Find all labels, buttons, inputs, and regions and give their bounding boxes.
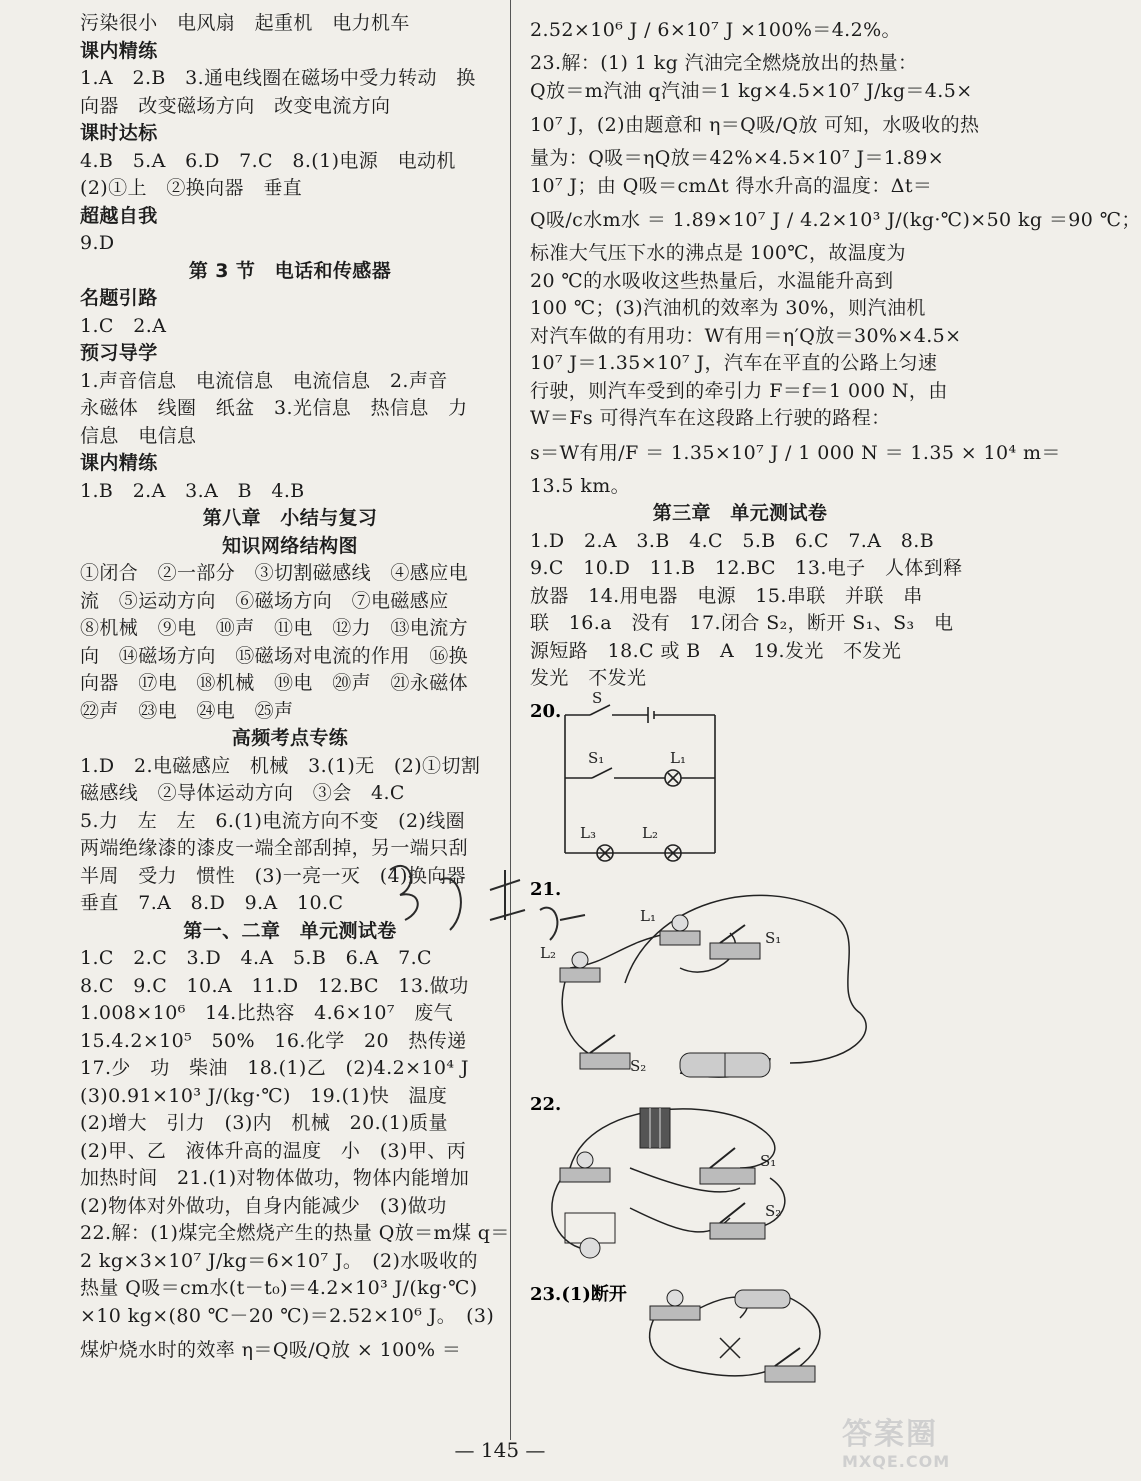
label-s1: S₁ bbox=[588, 748, 605, 767]
answer-line: 量为：Q吸＝ηQ放＝42%×4.5×10⁷ J＝1.89× bbox=[530, 147, 945, 169]
answer-line: 9.C 10.D 11.B 12.BC 13.电子 人体到释 bbox=[530, 557, 963, 579]
chapter-title: 第八章 小结与复习 bbox=[202, 507, 378, 529]
answer-line: 1.C 2.A bbox=[80, 314, 167, 337]
switch-s2 bbox=[710, 1203, 765, 1239]
switch-s2 bbox=[580, 1035, 630, 1069]
answer-line: (2)增大 引力 (3)内 机械 20.(1)质量 bbox=[80, 1112, 448, 1134]
answer-line: (2)①上 ②换向器 垂直 bbox=[80, 177, 303, 199]
chapter-title: 知识网络结构图 bbox=[222, 534, 358, 557]
answer-line: 8.C 9.C 10.A 11.D 12.BC 13.做功 bbox=[80, 974, 469, 997]
answer-line: 热量 Q吸＝cm水(t－t₀)＝4.2×10³ J/(kg·℃) bbox=[80, 1277, 478, 1299]
label-s2: S₂ bbox=[630, 1056, 647, 1075]
answer-line: 磁感线 ②导体运动方向 ③会 4.C bbox=[80, 782, 405, 804]
answer-line: s＝W有用/F ＝ 1.35×10⁷ J / 1 000 N ＝ 1.35 × 10⁴ m＝ bbox=[530, 441, 1061, 464]
answer-line: ⑧机械 ⑨电 ⑩声 ⑪电 ⑫力 ⑬电流方 bbox=[80, 617, 469, 639]
chapter-title: 第 3 节 电话和传感器 bbox=[188, 259, 392, 282]
right-column-text bbox=[530, 10, 1141, 693]
lamp-l1 bbox=[660, 915, 700, 945]
answer-line: ㉒声 ㉓电 ㉔电 ㉕声 bbox=[80, 699, 294, 722]
answer-line: 1.声音信息 电流信息 电流信息 2.声音 bbox=[80, 369, 448, 392]
answer-line: 源短路 18.C 或 B A 19.发光 不发光 bbox=[530, 639, 902, 662]
chapter-title: 第三章 单元测试卷 bbox=[652, 502, 828, 524]
label-l2: L₂ bbox=[540, 943, 556, 962]
figure-22-number: 22. bbox=[530, 1093, 562, 1115]
answer-line: 1.D 2.电磁感应 机械 3.(1)无 (2)①切割 bbox=[80, 754, 481, 777]
label-s: S bbox=[592, 688, 603, 707]
answer-line: 煤炉烧水时的效率 η＝Q吸/Q放 × 100% ＝ bbox=[80, 1339, 462, 1361]
answer-line: 联 16.a 没有 17.闭合 S₂，断开 S₁、S₃ 电 bbox=[530, 612, 954, 634]
answer-line: 15.4.2×10⁵ 50% 16.化学 20 热传递 bbox=[80, 1029, 467, 1052]
answer-line: 发光 不发光 bbox=[530, 667, 647, 689]
answer-line: 放器 14.用电器 电源 15.串联 并联 串 bbox=[530, 584, 923, 607]
watermark-text: 答案圈 bbox=[842, 1417, 938, 1452]
label-s1: S₁ bbox=[760, 1151, 777, 1170]
answer-line: 22.解：(1)煤完全燃烧产生的热量 Q放＝m煤 q＝ bbox=[80, 1222, 510, 1244]
chapter-title: 高频考点专练 bbox=[231, 727, 349, 749]
section-heading: 课内精练 bbox=[80, 39, 158, 62]
answer-line: 加热时间 21.(1)对物体做功，物体内能增加 bbox=[80, 1167, 470, 1189]
answer-line: 1.008×10⁶ 14.比热容 4.6×10⁷ 废气 bbox=[80, 1002, 454, 1024]
answer-line: 20 ℃的水吸收这些热量后，水温能升高到 bbox=[530, 269, 894, 292]
answer-line: Q放＝m汽油 q汽油＝1 kg×4.5×10⁷ J/kg＝4.5× bbox=[530, 79, 973, 102]
figure-20-circuit bbox=[530, 688, 950, 873]
answer-line: (2)甲、乙 液体升高的温度 小 (3)甲、丙 bbox=[80, 1139, 467, 1162]
answer-line: 1.A 2.B 3.通电线圈在磁场中受力转动 换 bbox=[80, 67, 476, 89]
watermark-logo bbox=[842, 1418, 992, 1478]
left-column bbox=[80, 10, 510, 1370]
figure-22-wiring bbox=[530, 1088, 950, 1278]
answer-line: 污染很小 电风扇 起重机 电力机车 bbox=[80, 12, 410, 34]
answer-line: ①闭合 ②一部分 ③切割磁感线 ④感应电 bbox=[80, 562, 469, 584]
figure-23-number: 23.(1)断开 bbox=[530, 1283, 627, 1305]
answer-line: 1.D 2.A 3.B 4.C 5.B 6.C 7.A 8.B bbox=[530, 529, 935, 552]
answer-line: 13.5 km。 bbox=[530, 474, 631, 497]
answer-line: 永磁体 线圈 纸盆 3.光信息 热信息 力 bbox=[80, 397, 468, 419]
section-heading: 课时达标 bbox=[80, 122, 158, 144]
switch-s1 bbox=[700, 1148, 755, 1184]
watermark-url: MXQE.COM bbox=[842, 1452, 951, 1471]
lamp bbox=[560, 1152, 610, 1182]
figure-23-wiring bbox=[530, 1278, 950, 1388]
label-l1: L₁ bbox=[640, 906, 656, 925]
answer-line: W＝Fs 可得汽车在这段路上行驶的路程： bbox=[530, 407, 891, 429]
answer-line: 信息 电信息 bbox=[80, 424, 197, 447]
figure-20-number: 20. bbox=[530, 700, 562, 722]
answer-line: 10⁷ J＝1.35×10⁷ J，汽车在平直的公路上匀速 bbox=[530, 352, 938, 374]
battery bbox=[680, 1053, 770, 1077]
answer-line: 行驶，则汽车受到的牵引力 F＝f＝1 000 N，由 bbox=[530, 379, 948, 402]
handwritten-scribble bbox=[380, 850, 600, 964]
section-heading: 名题引路 bbox=[80, 287, 158, 309]
answer-line: 5.力 左 左 6.(1)电流方向不变 (2)线圈 bbox=[80, 809, 466, 832]
answer-line: 1.C 2.C 3.D 4.A 5.B 6.A 7.C bbox=[80, 947, 432, 969]
answer-line: 两端绝缘漆的漆皮一端全部刮掉，另一端只刮 bbox=[80, 837, 469, 859]
answer-line: 10⁷ J；由 Q吸＝cmΔt 得水升高的温度：Δt＝ bbox=[530, 174, 933, 197]
lamp bbox=[650, 1290, 700, 1320]
answer-line: 2.52×10⁶ J / 6×10⁷ J ×100%＝4.2%。 bbox=[530, 19, 901, 41]
switch bbox=[765, 1348, 815, 1382]
label-s1: S₁ bbox=[765, 928, 782, 947]
answer-line: 流 ⑤运动方向 ⑥磁场方向 ⑦电磁感应 bbox=[80, 589, 449, 612]
answer-line: 100 ℃；(3)汽油机的效率为 30%，则汽油机 bbox=[530, 297, 926, 319]
answer-line: Q吸/c水m水 ＝ 1.89×10⁷ J / 4.2×10³ J/(kg·℃)×50 kg ＝90 ℃； bbox=[530, 209, 1141, 231]
answer-line: 23.解：(1) 1 kg 汽油完全燃烧放出的热量： bbox=[530, 52, 918, 74]
label-l2: L₂ bbox=[642, 823, 658, 842]
answer-line: 10⁷ J，(2)由题意和 η＝Q吸/Q放 可知，水吸收的热 bbox=[530, 114, 980, 136]
section-heading: 课内精练 bbox=[80, 452, 158, 474]
answer-line: 2 kg×3×10⁷ J/kg＝6×10⁷ J。 (2)水吸收的 bbox=[80, 1249, 478, 1272]
answer-line: (2)物体对外做功，自身内能减少 (3)做功 bbox=[80, 1194, 447, 1217]
battery-pack bbox=[640, 1108, 670, 1148]
answer-line: 标准大气压下水的沸点是 100℃，故温度为 bbox=[530, 242, 906, 264]
answer-line: 向器 ⑰电 ⑱机械 ⑲电 ⑳声 ㉑永磁体 bbox=[80, 672, 469, 694]
answer-line: 半周 受力 惯性 (3)一亮一灭 (4)换向器 bbox=[80, 864, 467, 887]
section-heading: 预习导学 bbox=[80, 342, 158, 364]
right-column bbox=[530, 10, 1141, 1388]
answer-line: 1.B 2.A 3.A B 4.B bbox=[80, 479, 305, 502]
answer-line: 9.D bbox=[80, 232, 115, 254]
figure-21-number: 21. bbox=[530, 878, 562, 900]
answer-line: ×10 kg×(80 ℃－20 ℃)＝2.52×10⁶ J。 (3) bbox=[80, 1304, 495, 1327]
label-l3: L₃ bbox=[580, 823, 596, 842]
answer-line: 对汽车做的有用功：W有用＝η′Q放＝30%×4.5× bbox=[530, 324, 962, 347]
label-s2: S₂ bbox=[765, 1201, 782, 1220]
section-heading: 超越自我 bbox=[80, 204, 158, 227]
label-l1: L₁ bbox=[670, 748, 686, 767]
answer-line: 4.B 5.A 6.D 7.C 8.(1)电源 电动机 bbox=[80, 149, 456, 172]
chapter-title: 第一、二章 单元测试卷 bbox=[183, 919, 397, 942]
answer-line: (3)0.91×10³ J/(kg·℃) 19.(1)快 温度 bbox=[80, 1084, 448, 1107]
motor bbox=[565, 1213, 615, 1258]
answer-line: 向器 改变磁场方向 改变电流方向 bbox=[80, 94, 391, 117]
column-divider bbox=[510, 0, 511, 1440]
answer-line: 垂直 7.A 8.D 9.A 10.C bbox=[80, 892, 344, 914]
page-number: — 145 — bbox=[454, 1438, 546, 1462]
answer-line: 17.少 功 柴油 18.(1)乙 (2)4.2×10⁴ J bbox=[80, 1057, 469, 1079]
battery bbox=[735, 1290, 790, 1308]
answer-line: 向 ⑭磁场方向 ⑮磁场对电流的作用 ⑯换 bbox=[80, 644, 469, 667]
